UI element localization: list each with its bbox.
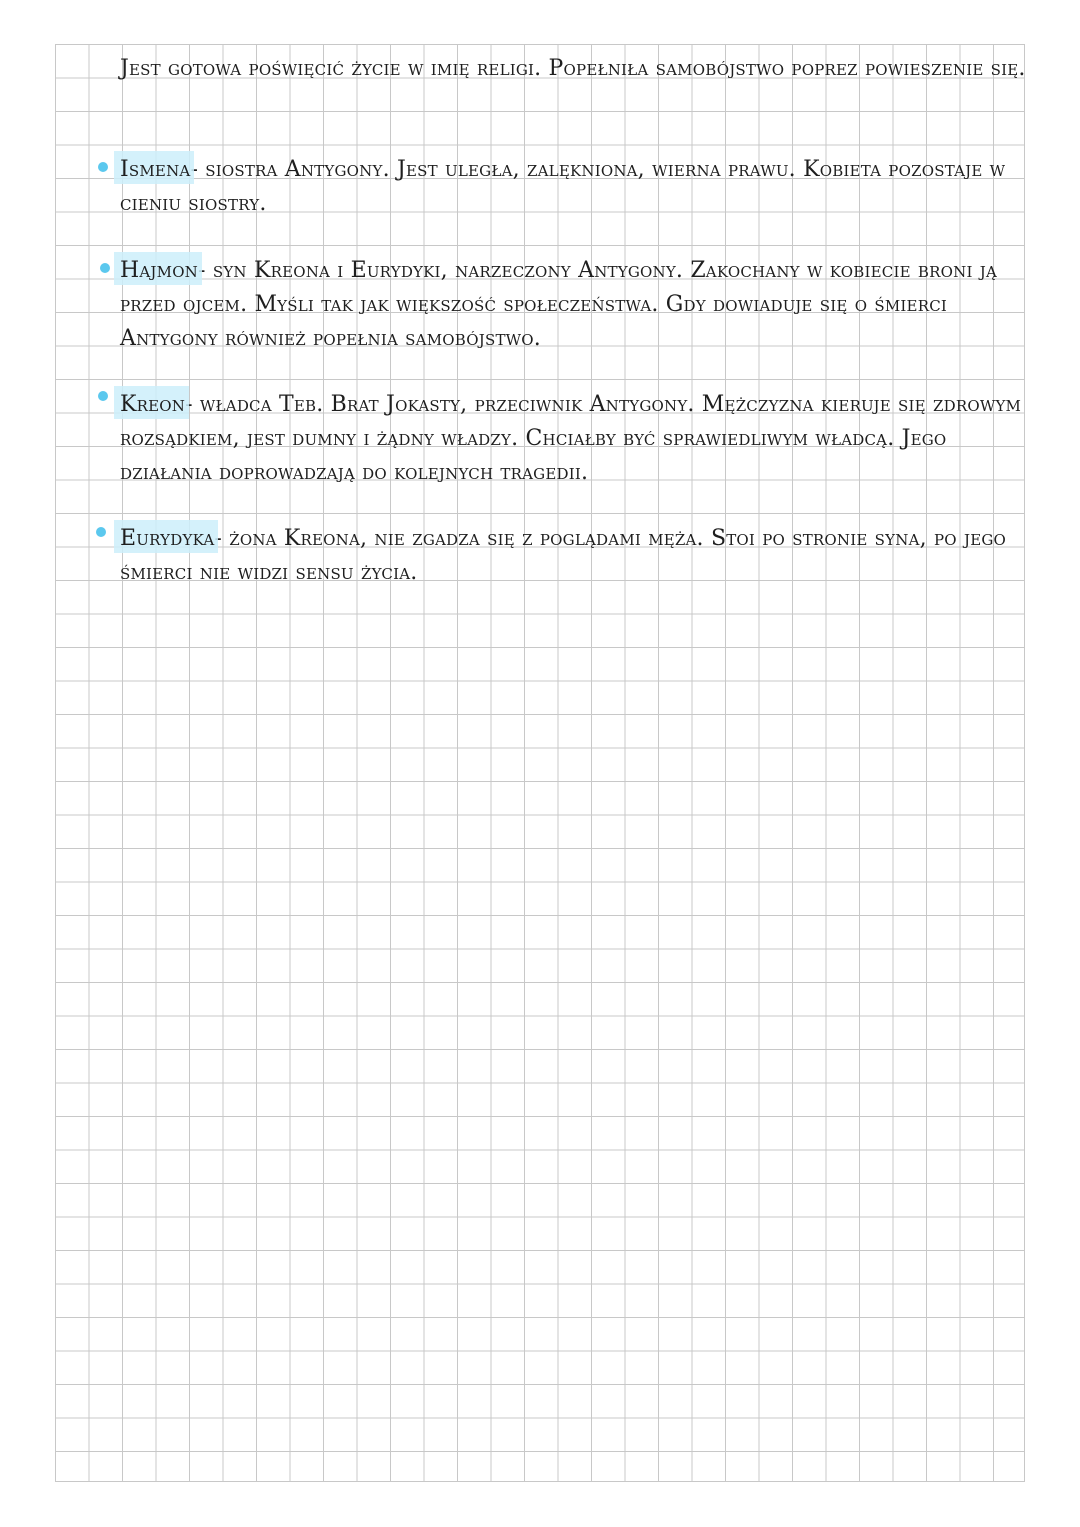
paragraph-text: - władca Teb. Brat Jokasty, przeciwnik Antygony. Mężczyzna kieruje się zdrowym rozsądkiem, jest dumny i żądny władzy. Chciałby być sprawiedliwym władcą. Jego działania doprowadzają do kolejnych tragedii. — [120, 392, 1022, 485]
character-name: Hajmon — [120, 258, 199, 283]
character-name: Ismena — [120, 157, 191, 182]
paragraph-text: - siostra Antygony. Jest uległa, zalękniona, wierna prawu. Kobieta pozostaje w cieniu siostry. — [120, 157, 1006, 216]
paragraph-text: Jest gotowa poświęcić życie w imię religi. Popełniła samobójstwo poprez powieszenie się. — [120, 56, 1026, 81]
bullet-icon — [100, 263, 110, 273]
character-name: Eurydyka — [120, 526, 215, 551]
paragraph-continuation — [120, 52, 1030, 86]
paragraph-eurydyka — [120, 522, 1030, 590]
bullet-icon — [96, 527, 106, 537]
paragraph-ismena — [120, 153, 1030, 221]
bullet-icon — [98, 162, 108, 172]
character-name: Kreon — [120, 392, 186, 417]
paragraph-kreon — [120, 388, 1030, 490]
paragraph-text: - żona Kreona, nie zgadza się z poglądami męża. Stoi po stronie syna, po jego śmierci nie widzi sensu życia. — [120, 526, 1007, 585]
paragraph-hajmon — [120, 254, 1030, 356]
bullet-icon — [98, 391, 108, 401]
paragraph-text: - syn Kreona i Eurydyki, narzeczony Antygony. Zakochany w kobiecie broni ją przed ojcem. Myśli tak jak większość społeczeństwa. Gdy dowiaduje się o śmierci Antygony również popełnia samobójstwo. — [120, 258, 998, 351]
